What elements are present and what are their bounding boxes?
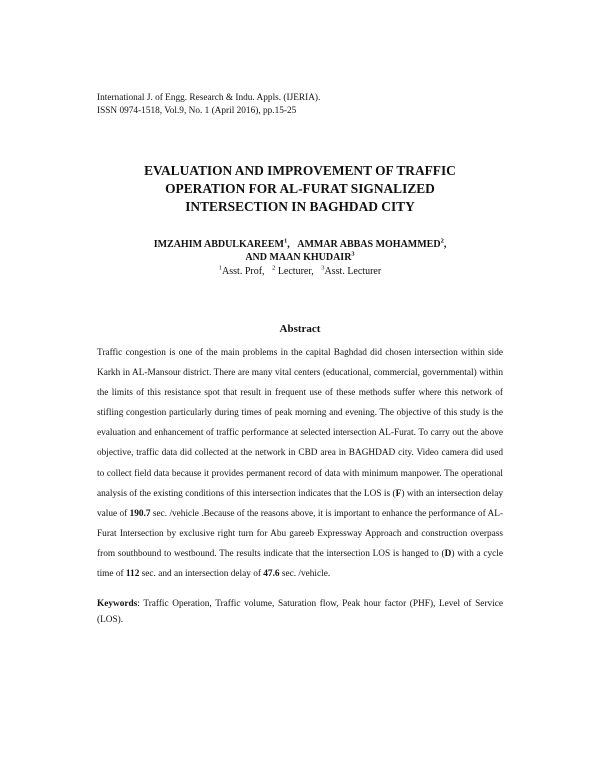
affiliation-text: Asst. Prof, (222, 266, 265, 277)
abstract-text: sec. /vehicle .Because of the reasons above, it is important to enhance the performance of AL-Furat Intersection by exclusive right turn for Abu gareeb Expressway Approach and construction overpass from southbound to westbound. The results indicate that the intersection LOS is hanged to ( (97, 508, 503, 559)
author-separator: , (443, 239, 447, 250)
author-superscript: 2 (440, 237, 444, 245)
author-superscript: 3 (351, 250, 355, 258)
affiliation-text: Lecturer, (277, 266, 314, 277)
affiliation-superscript: 2 (272, 264, 276, 272)
abstract-body (97, 343, 503, 584)
los-after: D (444, 548, 452, 559)
author-superscript: 1 (283, 237, 288, 245)
keywords-colon: : (137, 599, 140, 609)
abstract-text: ) with an intersection delay value of (97, 488, 503, 519)
cycle-time: 112 (125, 569, 140, 580)
delay-before: 190.7 (129, 508, 151, 519)
author-line-1 (100, 238, 500, 251)
abstract-heading: Abstract (279, 323, 321, 335)
journal-header (97, 92, 517, 117)
affiliations (100, 266, 500, 278)
keywords-label: Keywords (97, 599, 138, 609)
abstract-text: Traffic congestion is one of the main problems in the capital Baghdad did chosen intersection within side Karkh in AL-Mansour district. There are many vital centers (educational, commercial, governmental) within the limits of this resistance spot that result in frequent use of these methods suffer where this network of stifling congestion particularly during times of peak morning and evening. The objective of this study is the evaluation and enhancement of traffic performance at selected intersection AL-Furat. To carry out the above objective, traffic data did collected at the network in CBD area in BAGHDAD city. Video camera did used to collect field data because it provides permanent record of data with minimum manpower. The operational analysis of the existing conditions of this intersection indicates that the LOS is ( (97, 348, 503, 499)
affiliation-text: Asst. Lecturer (324, 266, 382, 277)
abstract-text: sec. and an intersection delay of (139, 569, 264, 580)
title-line-3: INTERSECTION IN BAGHDAD CITY (185, 199, 415, 214)
abstract-text: ) with a cycle time of (97, 548, 503, 580)
title-line-1: EVALUATION AND IMPROVEMENT OF TRAFFIC (144, 163, 456, 178)
affiliation-superscript: 3 (321, 264, 325, 272)
delay-after: 47.6 (263, 569, 280, 580)
author-name: AND MAAN KHUDAIR (245, 252, 352, 263)
author-list (100, 238, 500, 264)
journal-issn: ISSN 0974-1518, Vol.9, No. 1 (April 2016), pp.15-25 (97, 105, 297, 116)
affiliation-superscript: 1 (218, 264, 223, 272)
author-name: IMZAHIM ABDULKAREEM (153, 239, 284, 250)
keywords (97, 596, 503, 628)
abstract-text: sec. /vehicle. (279, 569, 331, 580)
keywords-text: Traffic Operation, Traffic volume, Saturation flow, Peak hour factor (PHF), Level of Service (LOS). (97, 599, 503, 625)
author-line-2 (100, 251, 500, 264)
journal-name: International J. of Engg. Research & Indu. Appls. (IJERIA). (97, 93, 321, 103)
title-line-2: OPERATION FOR AL-FURAT SIGNALIZED (165, 181, 435, 196)
paper-title (100, 162, 500, 216)
author-separator: , (287, 239, 290, 250)
los-before: F (395, 488, 402, 499)
author-name: AMMAR ABBAS MOHAMMED (297, 239, 441, 250)
